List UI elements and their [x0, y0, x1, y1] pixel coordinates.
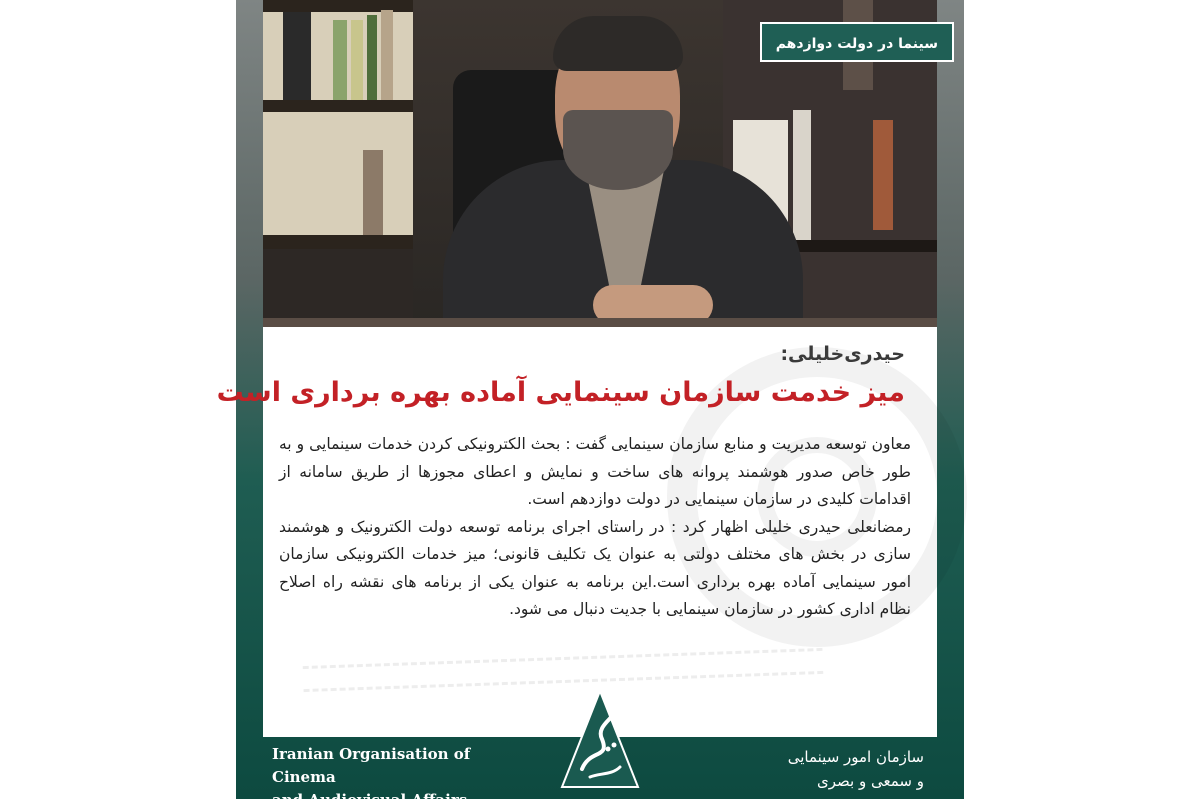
- person-beard: [563, 110, 673, 190]
- person-hair: [553, 16, 683, 71]
- paragraph: معاون توسعه مدیریت و منابع سازمان سینمایی گفت : بحث الکترونیکی کردن خدمات سینمایی و به طور خاص صدور هوشمند پروانه های ساخت و نمایش و اعطای مجوزها از طریق سامانه از اقدامات کلیدی در سازمان سینمایی در دولت دوازدهم است.: [279, 435, 911, 508]
- category-tag: سینما در دولت دوازدهم: [760, 22, 954, 62]
- organization-name-persian: [694, 745, 924, 793]
- headline: میز خدمت سازمان سینمایی آماده بهره برداری است: [216, 377, 905, 408]
- news-poster: [216, 0, 964, 809]
- org-en-line: and Audiovisual Affairs: [272, 791, 468, 809]
- article-body: [279, 431, 911, 624]
- film-strip-watermark: [303, 648, 824, 692]
- org-fa-line: سازمان امور سینمایی: [787, 748, 924, 766]
- footer: [236, 737, 964, 809]
- org-en-line: Iranian Organisation of Cinema: [272, 745, 471, 786]
- article-panel: [216, 327, 937, 737]
- speaker-name: حیدری‌خلیلی:: [780, 343, 905, 365]
- org-fa-line: و سمعی و بصری: [817, 772, 924, 790]
- paragraph: رمضانعلی حیدری خلیلی اظهار کرد : در راستای اجرای برنامه توسعه دولت الکترونیک و هوشمند سازی در بخش های مختلف دولتی به عنوان یک تکلیف قانونی؛ میز خدمات الکترونیکی سازمان امور سینمایی آماده بهره برداری است.این برنامه به عنوان یکی از برنامه های نقشه راه اصلاح نظام اداری کشور در سازمان سینمایی با جدیت دنبال می شود.: [279, 517, 911, 618]
- bookshelf-left: [263, 0, 413, 327]
- organization-name-english: [272, 743, 522, 812]
